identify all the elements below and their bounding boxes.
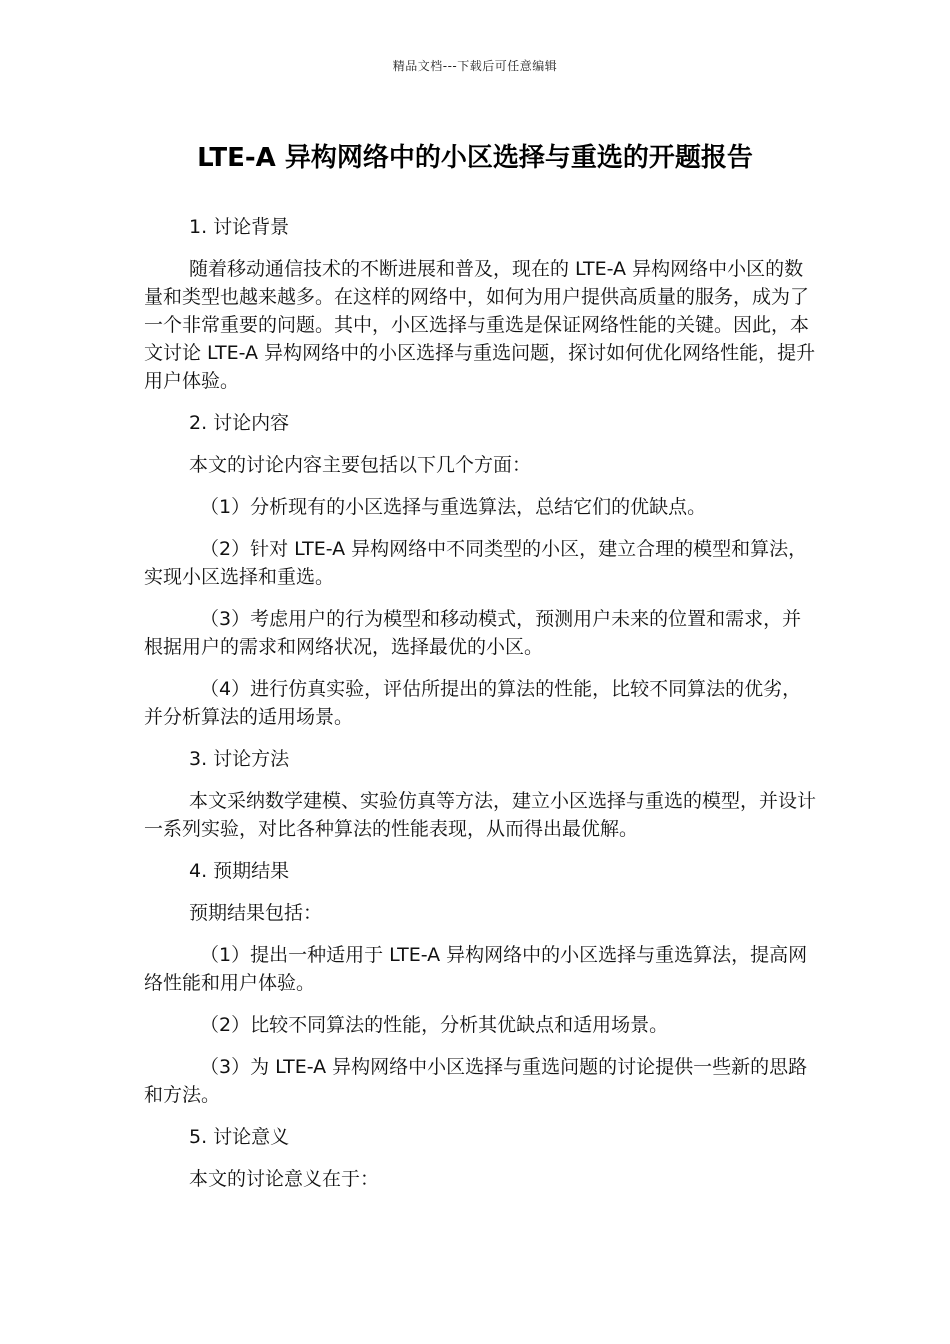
method-paragraph: 本文采纳数学建模、实验仿真等方法，建立小区选择与重选的模型，并设计一系列实验，对比各种算法的性能表现，从而得出最优解。	[144, 790, 817, 840]
expected-result-item-1: （1）提出一种适用于 LTE-A 异构网络中的小区选择与重选算法，提高网络性能和用户体验。	[144, 944, 808, 994]
document-title: LTE-A 异构网络中的小区选择与重选的开题报告	[197, 143, 753, 173]
section-heading-expected-results: 4. 预期结果	[189, 860, 290, 882]
background-paragraph: 随着移动通信技术的不断进展和普及，现在的 LTE-A 异构网络中小区的数量和类型也越来越多。在这样的网络中，如何为用户提供高质量的服务，成为了一个非常重要的问题。其中，小区选择与重选是保证网络性能的关键。因此，本文讨论 LTE-A 异构网络中的小区选择与重选问题，探讨如何优化网络性能，提升用户体验。	[144, 258, 816, 392]
content-item-3: （3）考虑用户的行为模型和移动模式，预测用户未来的位置和需求，并根据用户的需求和网络状况，选择最优的小区。	[144, 608, 802, 658]
document-body	[144, 213, 816, 1207]
section-heading-content: 2. 讨论内容	[189, 412, 290, 434]
section-heading-significance: 5. 讨论意义	[189, 1126, 290, 1148]
section-heading-background: 1. 讨论背景	[189, 216, 290, 238]
significance-intro: 本文的讨论意义在于：	[189, 1168, 380, 1190]
content-item-1: （1）分析现有的小区选择与重选算法，总结它们的优缺点。	[200, 496, 707, 518]
content-item-2: （2）针对 LTE-A 异构网络中不同类型的小区，建立合理的模型和算法，实现小区选择和重选。	[144, 538, 808, 588]
expected-result-item-3: （3）为 LTE-A 异构网络中小区选择与重选问题的讨论提供一些新的思路和方法。	[144, 1056, 808, 1106]
expected-results-intro: 预期结果包括：	[189, 902, 323, 924]
section-heading-method: 3. 讨论方法	[189, 748, 290, 770]
content-intro: 本文的讨论内容主要包括以下几个方面：	[189, 454, 532, 476]
content-item-4: （4）进行仿真实验，评估所提出的算法的性能，比较不同算法的优劣，并分析算法的适用场景。	[144, 678, 802, 728]
expected-result-item-2: （2）比较不同算法的性能，分析其优缺点和适用场景。	[200, 1014, 669, 1036]
header-note: 精品文档---下载后可任意编辑	[392, 59, 558, 73]
